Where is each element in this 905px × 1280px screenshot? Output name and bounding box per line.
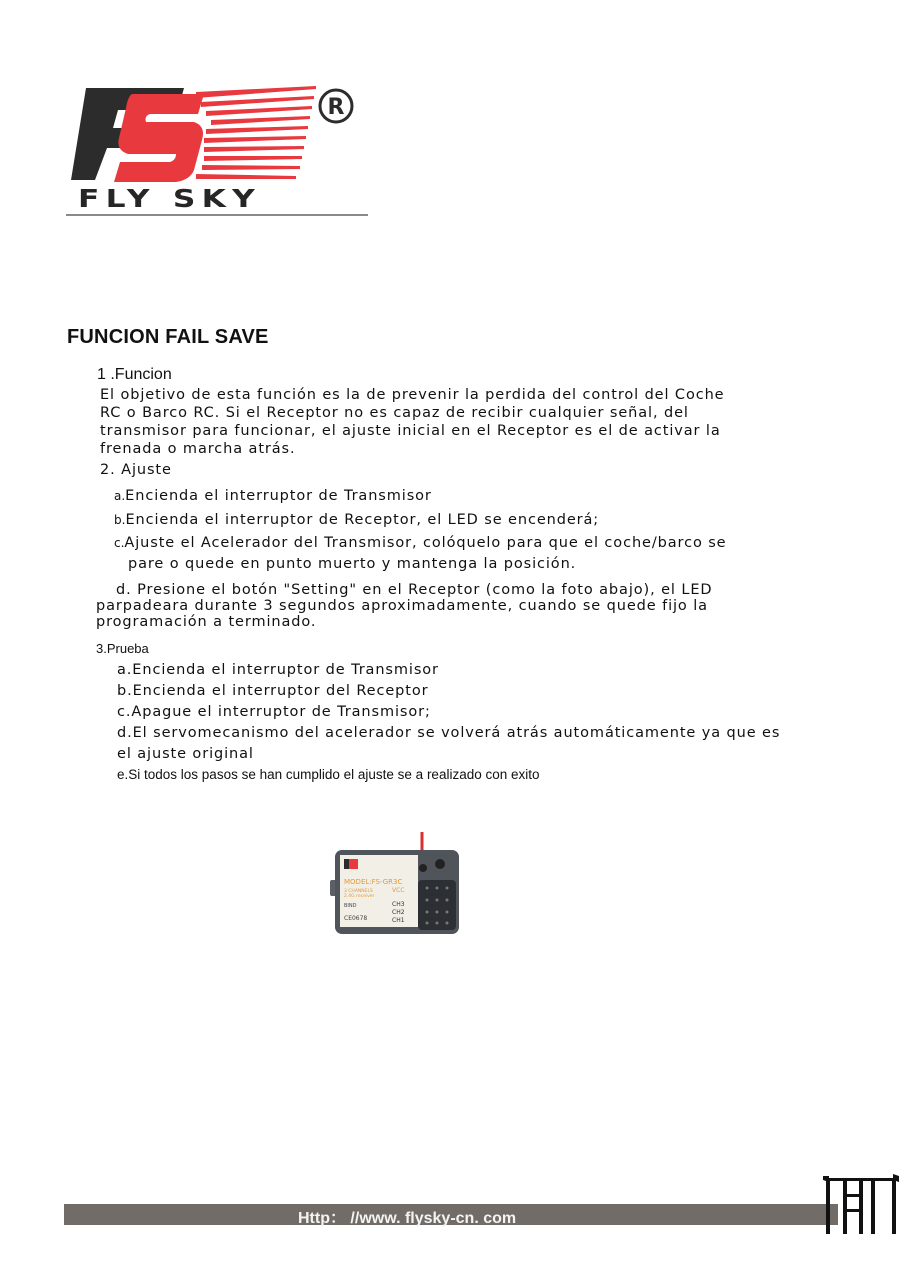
svg-text:3 CHANNELS: 3 CHANNELS xyxy=(344,889,373,894)
svg-text:BIND: BIND xyxy=(344,903,357,909)
prueba-item-d-continuation: el ajuste original xyxy=(117,746,254,762)
svg-text:MODEL:FS-GR3C: MODEL:FS-GR3C xyxy=(344,878,403,886)
ajuste-item-c-continuation: pare o quede en punto muerto y mantenga la posición. xyxy=(128,556,577,572)
ajuste-item-d-continuation-2: programación a terminado. xyxy=(96,614,317,630)
svg-text:R: R xyxy=(327,95,345,120)
svg-text:CH1: CH1 xyxy=(392,917,405,924)
funcion-paragraph-line-1: El objetivo de esta función es la de prevenir la perdida del control del Coche xyxy=(100,387,725,403)
ajuste-item-a: a.Encienda el interruptor de Transmisor xyxy=(114,488,432,504)
section-heading-funcion: 1 .Funcion xyxy=(97,366,172,383)
footer-url[interactable]: Http： //www. flysky-cn. com xyxy=(298,1210,517,1227)
svg-text:2.4G receiver: 2.4G receiver xyxy=(344,894,375,899)
prueba-item-b: b.Encienda el interruptor del Receptor xyxy=(117,683,429,699)
funcion-paragraph-line-3: transmisor para funcionar, el ajuste inicial en el Receptor es el de activar la xyxy=(100,423,721,439)
svg-text:VCC: VCC xyxy=(392,887,405,894)
svg-text:CE0678: CE0678 xyxy=(344,915,368,922)
funcion-paragraph-line-4: frenada o marcha atrás. xyxy=(100,441,296,457)
receiver-photo xyxy=(330,830,462,936)
section-heading-prueba: 3.Prueba xyxy=(96,641,149,656)
funcion-paragraph-line-2: RC o Barco RC. Si el Receptor no es capaz de recibir cualquier señal, del xyxy=(100,405,689,421)
ajuste-item-c: c.Ajuste el Acelerador del Transmisor, colóquelo para que el coche/barco se xyxy=(114,535,727,551)
ajuste-item-d-continuation-1: parpadeara durante 3 segundos aproximadamente, cuando se quede fijo la xyxy=(96,598,708,614)
prueba-item-a: a.Encienda el interruptor de Transmisor xyxy=(117,662,439,678)
logo-divider xyxy=(66,214,368,216)
prueba-item-c: c.Apague el interruptor de Transmisor; xyxy=(117,704,431,720)
section-heading-ajuste: 2. Ajuste xyxy=(100,462,172,478)
ajuste-item-d: d. Presione el botón "Setting" en el Receptor (como la foto abajo), el LED xyxy=(116,582,713,598)
corner-glyph-icon xyxy=(823,1172,899,1234)
brand-wordmark: FLY SKY xyxy=(78,184,262,213)
prueba-item-e: e.Si todos los pasos se han cumplido el ajuste se a realizado con exito xyxy=(117,767,540,782)
svg-text:CH3: CH3 xyxy=(392,901,405,908)
page-title: FUNCION FAIL SAVE xyxy=(67,326,269,348)
prueba-item-d: d.El servomecanismo del acelerador se volverá atrás automáticamente ya que es xyxy=(117,725,781,741)
svg-text:CH2: CH2 xyxy=(392,909,405,916)
ajuste-item-b: b.Encienda el interruptor de Receptor, el LED se encenderá; xyxy=(114,512,600,528)
